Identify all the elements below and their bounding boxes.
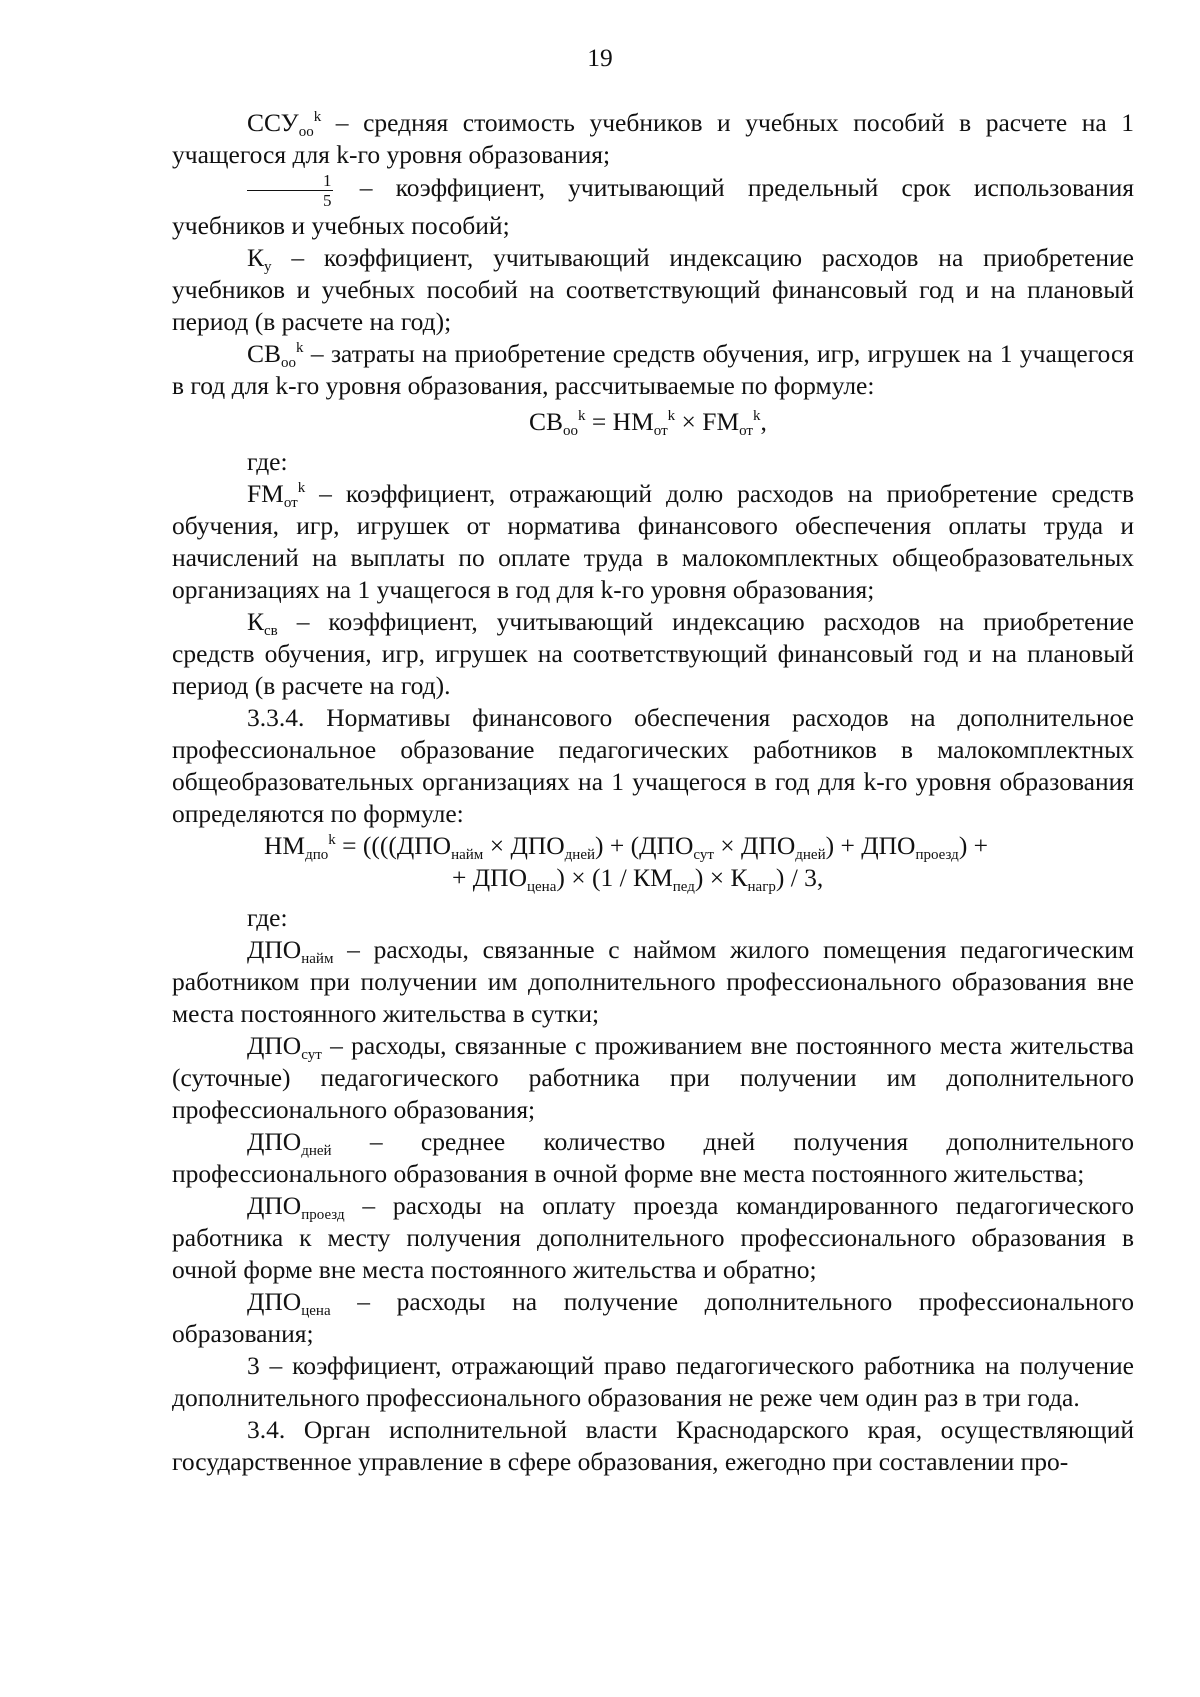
definition-text: – расходы на оплату проезда командированного педагогического работника к месту получения дополнительного профессионального образования в очной форме вне места постоянного жительства и обратно; [172,1191,1134,1284]
where-label-2: где: [247,903,288,932]
definition-text: – затраты на приобретение средств обучения, игр, игрушек на 1 учащегося в год для k-го уровня образования, рассчитываемые по формуле: [172,339,1134,400]
definition-dpo-naim: $ДПО_{найм}$ – расходы, связанные с наймом жилого помещения педагогическим работником при получении им дополнительного профессионального образования вне места постоянного жительства в сутки; [172,935,1134,1028]
definition-fraction [172,171,1134,242]
symbol: ДПО [247,1191,302,1220]
definition-text: – коэффициент, учитывающий индексацию расходов на приобретение учебников и учебных пособий на соответствующий финансовый год и на плановый период (в расчете на год); [172,243,1134,336]
definition-three: 3 – коэффициент, отражающий право педагогического работника на получение дополнительного профессионального образования не реже чем один раз в три года. [172,1351,1134,1412]
symbol: К [247,607,265,636]
definition-text: – коэффициент, учитывающий индексацию расходов на приобретение средств обучения, игр, игрушек на соответствующий финансовый год и на плановый период (в расчете на год). [172,607,1134,700]
definition-ky: $К_у$ – коэффициент, учитывающий индексацию расходов на приобретение учебников и учебных пособий на соответствующий финансовый год и на плановый период (в расчете на год); [172,243,1134,336]
definition-dpo-sut: $ДПО_{сут}$ – расходы, связанные с проживанием вне постоянного места жительства (суточные) педагогического работника при получении им дополнительного профессионального образования; [172,1031,1134,1124]
definition-text: – расходы, связанные с проживанием вне постоянного места жительства (суточные) педагогического работника при получении им дополнительного профессионального образования; [172,1031,1134,1124]
paragraph-3-3-4: 3.3.4. Нормативы финансового обеспечения расходов на дополнительное профессиональное образование педагогических работников в малокомплектных общеобразовательных организациях на 1 учащегося в год для k-го уровня образования определяются по формуле: [172,703,1134,828]
definition-dpo-proezd: $ДПО_{проезд}$ – расходы на оплату проезда командированного педагогического работника к месту получения дополнительного профессионального образования в очной форме вне места постоянного жительства и обратно; [172,1191,1134,1284]
definition-text: – коэффициент, учитывающий предельный срок использования учебников и учебных пособий; [172,173,1134,240]
where-label-1: где: [247,447,288,476]
symbol: СВ [247,339,282,368]
definition-text: – коэффициент, отражающий долю расходов на приобретение средств обучения, игр, игрушек от норматива финансового обеспечения оплаты труда и начислений на выплаты по оплате труда в малокомплектных общеобразовательных организациях на 1 учащегося в год для k-го уровня образования; [172,479,1134,604]
definition-ksv: $К_{св}$ – коэффициент, учитывающий индексацию расходов на приобретение средств обучения, игр, игрушек на соответствующий финансовый год и на плановый период (в расчете на год). [172,607,1134,700]
definition-cb: $СВ_{оо}^k$ – затраты на приобретение средств обучения, игр, игрушек на 1 учащегося в год для k-го уровня образования, рассчитываемые по формуле: [172,339,1134,400]
formula-cb: $СВ_{оо}^k = НМ_{от}^k \times FM_{от}^k$, [529,407,767,439]
symbol: ДПО [247,1287,302,1316]
definition-fm: $FM_{от}^k$ – коэффициент, отражающий долю расходов на приобретение средств обучения, игр, игрушек от норматива финансового обеспечения оплаты труда и начислений на выплаты по оплате труда в малокомплектных общеобразовательных организациях на 1 учащегося в год для k-го уровня образования; [172,479,1134,604]
definition-text: – расходы на получение дополнительного профессионального образования; [172,1287,1134,1348]
document-body [172,107,1134,1478]
formula-dpo-line-2: + $ДПО_{цена}) \times (1 / КМ_{пед}) \times К_{нагр}) / 3$, [452,863,824,895]
definition-text: – средняя стоимость учебников и учебных пособий в расчете на 1 учащегося для k-го уровня образования; [172,108,1134,169]
symbol: ДПО [247,935,302,964]
definition-dpo-dney: $ДПО_{дней}$ – среднее количество дней получения дополнительного профессионального образования в очной форме вне места постоянного жительства; [172,1127,1134,1188]
symbol: ССУ [247,108,299,137]
definition-dpo-cena: $ДПО_{цена}$ – расходы на получение дополнительного профессионального образования; [172,1287,1134,1348]
symbol: ДПО [247,1127,302,1156]
definition-ssu: $ССУ_{оо}^k$ – средняя стоимость учебников и учебных пособий в расчете на 1 учащегося для k-го уровня образования; [172,108,1134,169]
symbol: ДПО [247,1031,302,1060]
fraction-one-fifth: $\frac{1}{5}$ [247,171,333,210]
page-number: 19 [587,43,613,72]
symbol: К [247,243,265,272]
definition-text: – расходы, связанные с наймом жилого помещения педагогическим работником при получении им дополнительного профессионального образования вне места постоянного жительства в сутки; [172,935,1134,1028]
symbol: FM [247,479,284,508]
formula-dpo-line-1: $НМ_{дпо}^k = ((((ДПО_{найм} \times ДПО_{дней}) + (ДПО_{сут} \times ДПО_{дней}) + ДПО_{проезд})$ + [264,831,989,863]
definition-text: – среднее количество дней получения дополнительного профессионального образования в очной форме вне места постоянного жительства; [172,1127,1134,1188]
paragraph-3-4: 3.4. Орган исполнительной власти Краснодарского края, осуществляющий государственное управление в сфере образования, ежегодно при составлении про- [172,1415,1134,1476]
